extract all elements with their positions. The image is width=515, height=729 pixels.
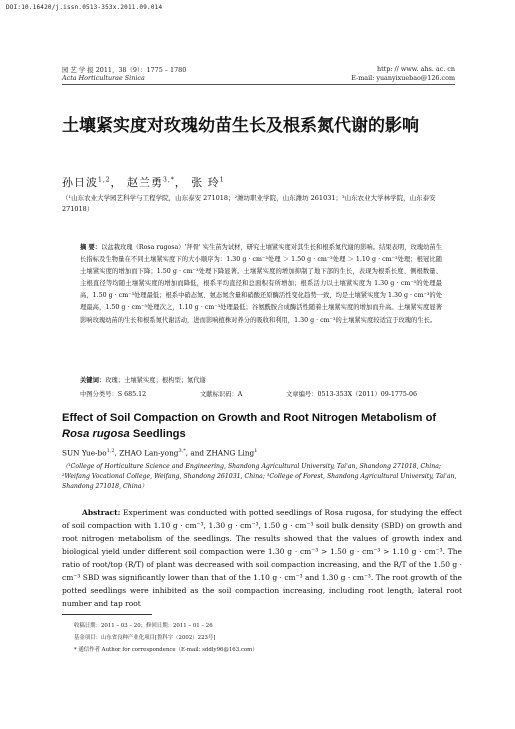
affiliation-cn: （¹山东农业大学园艺科学与工程学院，山东泰安 271018；²潍坊职业学院，山东潍坊 261031；³山东农业大学林学院，山东泰安 271018） — [62, 194, 436, 213]
authors-en: SUN Yue-bo$^{1,2}$, ZHAO Lan-yong$^{3,*}$, and ZHANG Ling$^1$ — [62, 448, 258, 458]
abstract-en-text: Experiment was conducted with potted seedlings of Rosa rugosa, for studying the effect of soil compaction with 1.10 g · cm⁻³, 1.30 g · cm⁻³, 1.50 g · cm⁻³ soil bulk density (SBD) on growth and root nitrogen metabolism of the seedlings. The results showed that the values of growth index and biological yield under different soil compaction were 1.30 g · cm⁻³ > 1.50 g · cm⁻³ > 1.10 g · cm⁻³. The ratio of root/top (R/T) of plant was decreased with soil compaction increasing, and the R/T of the 1.50 g · cm⁻³ SBD was significantly lower than that of the 1.10 g · cm⁻³ and 1.30 g · cm⁻³. The root growth of the potted seedlings were inhibited as the soil compaction increasing, including root length, lateral root number and tap root — [62, 508, 462, 608]
authors-cn: 孙日波$^{1,2}$， 赵兰勇$^{3,*}$， 张 玲$^1$ — [62, 176, 225, 189]
author-cn-1-sup: 1,2 — [98, 176, 111, 184]
author-cn-2-sup: 3,* — [163, 176, 175, 184]
author-en-2: ZHAO Lan-yong — [119, 448, 179, 458]
author-cn-1: 孙日波 — [62, 176, 98, 189]
author-en-3: and ZHANG Ling — [190, 448, 255, 458]
title-cn: 土壤紧实度对玫瑰幼苗生长及根系氮代谢的影响 — [62, 116, 419, 136]
author-en-3-sup: 1 — [254, 448, 258, 454]
author-en-1-sup: 1,2 — [106, 448, 115, 454]
keywords-cn-label: 关键词： — [80, 377, 106, 384]
journal-en-line: Acta Horticulturae Sinica — [62, 74, 145, 82]
author-cn-2: 赵兰勇 — [127, 176, 164, 189]
title-en-part2: Seedlings — [132, 427, 186, 440]
journal-cn-line: 园 艺 学 报 2011，38（9）：1775 – 1780 — [62, 66, 187, 74]
keywords-cn — [80, 375, 206, 384]
footnote-fund: 基金项目：山东省良种产业化项目[鲁科字（2002）223号] — [74, 635, 216, 641]
title-en-species: Rosa rugosa — [62, 427, 130, 440]
keywords-cn-text: 玫瑰；土壤紧实度；根构型；氮代谢 — [105, 377, 206, 384]
abstract-cn-text: 以盆栽玫瑰（Rosa rugosa）'拜骨' 实生苗为试材，研究土壤紧实度对其生长和根系氮代谢的影响。结果表明，玫瑰幼苗生长指标及生物量在不同土壤紧实度下的大小顺序为：1.30 g · cm⁻³处理 ＞ 1.50 g · cm⁻³处理 ＞ 1.10 g · cm⁻³处理；根冠比随土壤紧实度的增加而下降；1.50 g · cm⁻³处理下降显著。土壤紧实度的增加抑制了地下部的生长，表现为根系长度、侧根数量、主根直径等均随土壤紧实度的增加而降低，根系平均直径和总面积有所增加；根系活力以土壤紧实度为 1.30 g · cm⁻³的处理最高，1.50 g · cm⁻³处理最低；根系中硝态氮、氨态氮含量和硝酸还原酶活性变化趋势一致，均是土壤紧实度为 1.30 g · cm⁻³的处理最高，1.50 g · cm⁻³处理次之，1.10 g · cm⁻³处理最低；谷氨酰胺合成酶活性随着土壤紧实度的增加而升高。土壤紧实度显著影响玫瑰幼苗的生长和根系氮代谢活动，进而影响植株对养分的吸收和利用，1.30 g · cm⁻³的土壤紧实度较适宜于玫瑰的生长。 — [80, 244, 442, 324]
doi-line: DOI:10.16420/j.issn.0513-353x.2011.09.014 — [6, 4, 163, 11]
author-en-1: SUN Yue-bo — [62, 448, 107, 458]
abstract-en-label: Abstract: — [82, 508, 121, 517]
title-en-part1: Effect of Soil Compaction on Growth and Root Nitrogen Metabolism of — [62, 412, 437, 424]
article-number: 文章编号：0513-353X（2011）09-1775-06 — [286, 391, 418, 398]
abstract-en — [62, 506, 462, 610]
clc-number: 中图分类号：S 685.12 — [80, 391, 147, 398]
journal-email[interactable]: E-mail: yuanyixuebao@126.com — [351, 74, 455, 82]
footnote-received: 收稿日期：2011 – 03 – 20；修回日期：2011 – 01 – 26 — [74, 623, 213, 629]
abstract-cn-label: 摘 要： — [80, 244, 102, 251]
journal-url[interactable]: http: // www. ahs. ac. cn — [377, 65, 455, 73]
footnote-correspondence: * 通信作者 Author for correspondence（E-mail: sddly96@163.com） — [74, 647, 258, 653]
author-cn-3: 张 玲 — [191, 176, 220, 189]
classification-row — [80, 389, 442, 398]
author-en-2-sup: 3,* — [178, 448, 186, 454]
document-code: 文献标识码：A — [200, 391, 243, 398]
title-en — [62, 411, 462, 442]
abstract-cn — [80, 242, 442, 327]
affiliation-en: （¹College of Horticulture Science and Engineering, Shandong Agricultural University, Tai'an, Shandong 271018, China; ²Weifang Vocational College, Weifang, Shandong 261031, China; ³College of Forest, Shandong Agricultural University, Tai'an, Shandong 271018, China） — [62, 463, 457, 491]
footnote-rule — [62, 614, 152, 615]
author-cn-3-sup: 1 — [219, 176, 225, 184]
header-rule — [62, 84, 455, 85]
